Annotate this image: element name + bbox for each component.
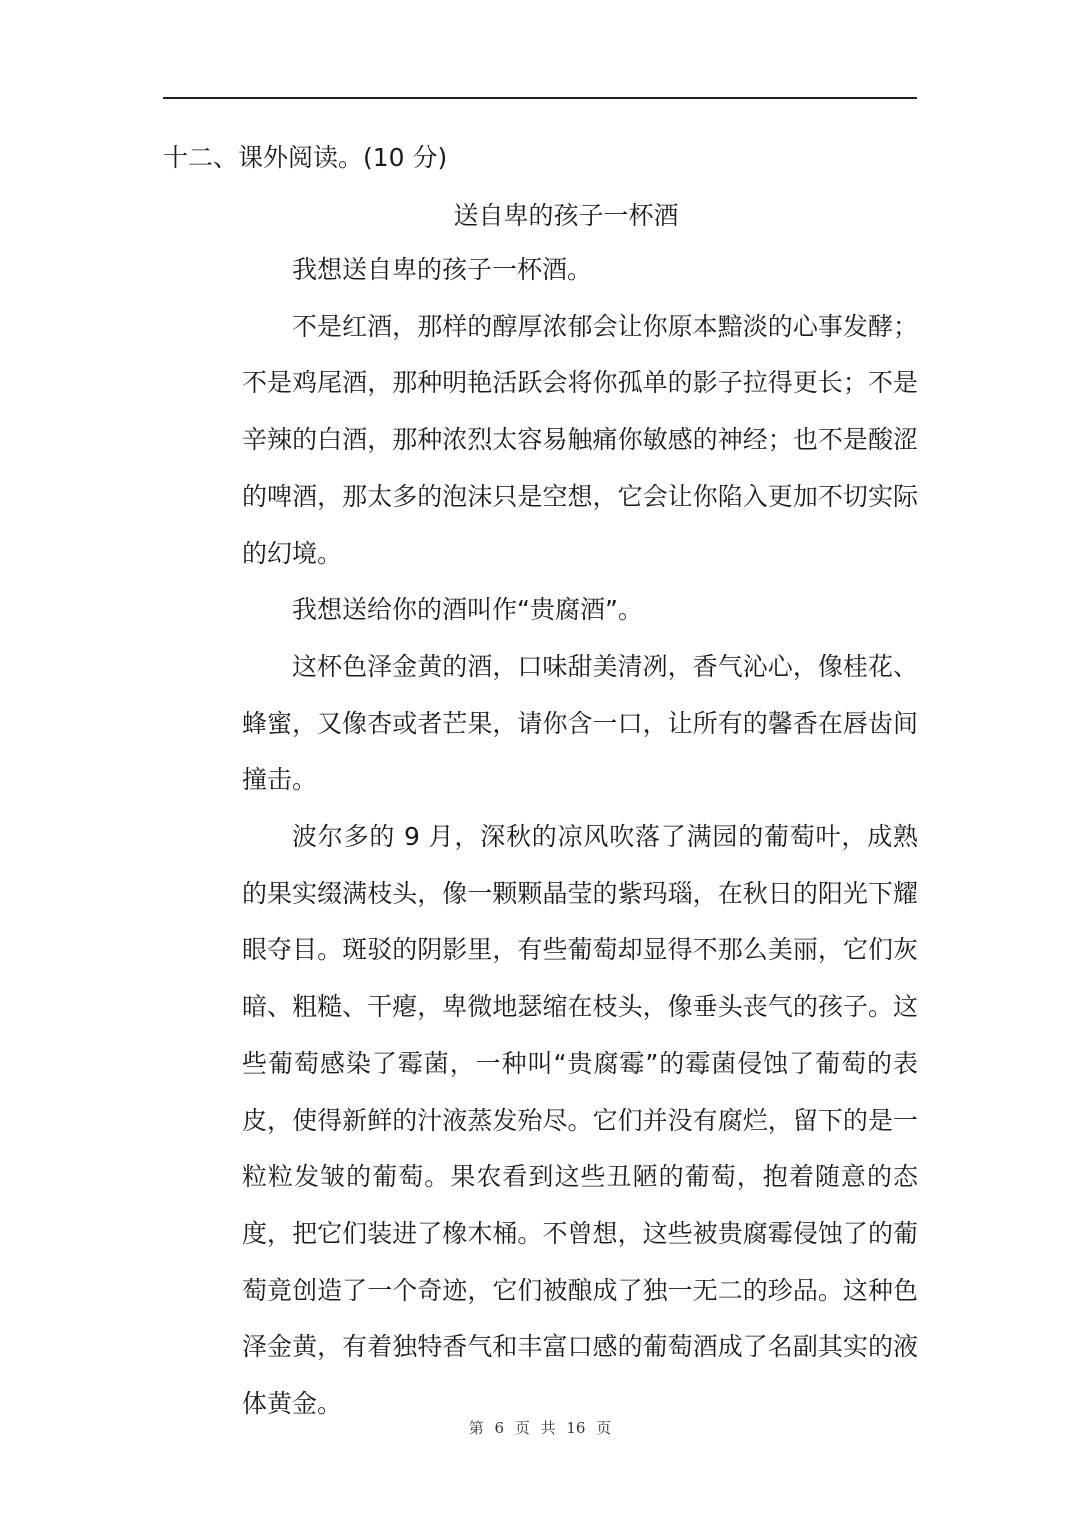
paragraph: 这杯色泽金黄的酒，口味甜美清冽，香气沁心，像桂花、蜂蜜，又像杏或者芒果，请你含一口，让所有的馨香在唇齿间撞击。 <box>242 651 918 795</box>
paragraph: 我想送给你的酒叫作“贵腐酒”。 <box>292 595 643 625</box>
section-heading: 十二、课外阅读。(10 分) <box>163 143 448 172</box>
article-title: 送自卑的孩子一杯酒 <box>453 201 679 230</box>
article-body <box>242 242 918 1433</box>
page-number: 第 6 页 共 16 页 <box>468 1419 612 1437</box>
paragraph: 不是红酒，那样的醇厚浓郁会让你原本黯淡的心事发酵；不是鸡尾酒，那种明艳活跃会将你孤单的影子拉得更长；不是辛辣的白酒，那种浓烈太容易触痛你敏感的神经；也不是酸涩的啤酒，那太多的泡沫只是空想，它会让你陷入更加不切实际的幻境。 <box>242 311 918 568</box>
paragraph: 我想送自卑的孩子一杯酒。 <box>292 255 593 284</box>
paragraph: 波尔多的 9 月，深秋的凉风吹落了满园的葡萄叶，成熟的果实缀满枝头，像一颗颗晶莹的紫玛瑙，在秋日的阳光下耀眼夺目。斑驳的阴影里，有些葡萄却显得不那么美丽，它们灰暗、粗糙、干瘪，卑微地瑟缩在枝头，像垂头丧气的孩子。这些葡萄感染了霉菌，一种叫“贵腐霉”的霉菌侵蚀了葡萄的表皮，使得新鲜的汁液蒸发殆尽。它们并没有腐烂，留下的是一粒粒发皱的葡萄。果农看到这些丑陋的葡萄，抱着随意的态度，把它们装进了橡木桶。不曾想，这些被贵腐霉侵蚀了的葡萄竟创造了一个奇迹，它们被酿成了独一无二的珍品。这种色泽金黄，有着独特香气和丰富口感的葡萄酒成了名副其实的液体黄金。 <box>242 822 918 1419</box>
header-rule <box>163 97 917 99</box>
